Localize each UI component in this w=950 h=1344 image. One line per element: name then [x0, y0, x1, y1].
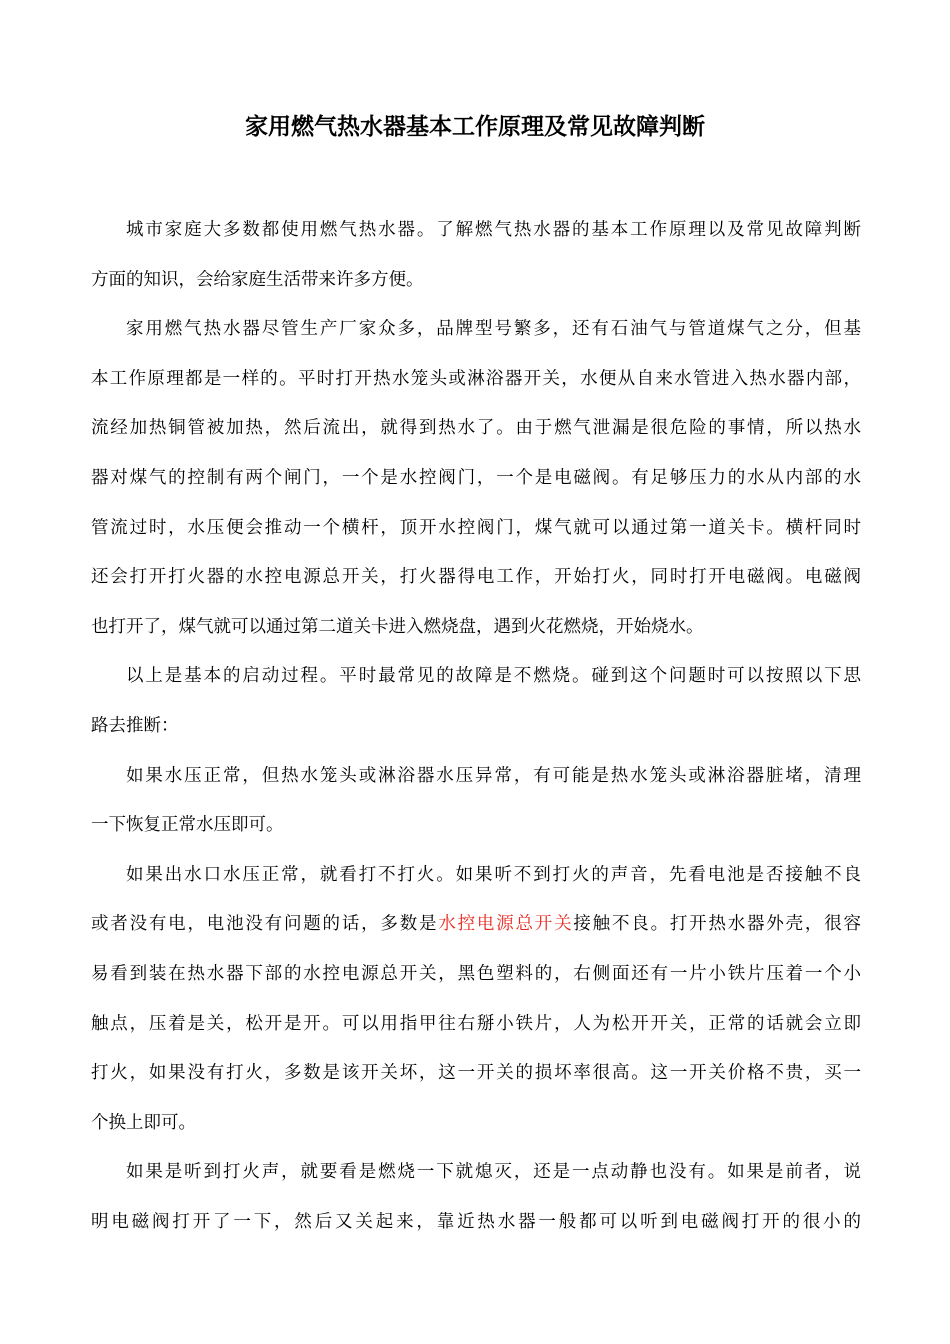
text-line: 如果水压正常，但热水笼头或淋浴器水压异常，有可能是热水笼头或淋浴器脏堵，清理: [126, 765, 861, 786]
text-line: 家用燃气热水器尽管生产厂家众多，品牌型号繁多，还有石油气与管道煤气之分，但基: [126, 319, 861, 340]
text-line: 路去推断：: [91, 715, 179, 736]
paragraph-intro: [91, 206, 861, 305]
text-line: 还会打开打火器的水控电源总开关，打火器得电工作，开始打火，同时打开电磁阀。电磁阀: [91, 567, 861, 588]
text-line: 也打开了，煤气就可以通过第二道关卡进入燃烧盘，遇到火花燃烧，开始烧水。: [91, 616, 704, 637]
text-line: 城市家庭大多数都使用燃气热水器。了解燃气热水器的基本工作原理以及常见故障判断: [126, 220, 861, 240]
text-line: 如果是听到打火声，就要看是燃烧一下就熄灭，还是一点动静也没有。如果是前者，说: [126, 1162, 861, 1183]
text-line: 一下恢复正常水压即可。: [91, 815, 284, 836]
paragraph-ignition: [91, 851, 861, 1149]
paragraph-troubleshoot-intro: [91, 652, 861, 751]
text-segment: 或者没有电，电池没有问题的话，多数是: [91, 914, 439, 935]
paragraph-solenoid: [91, 1148, 861, 1247]
text-segment: 接触不良。打开热水器外壳，很容: [573, 914, 862, 935]
text-line: 如果出水口水压正常，就看打不打火。如果听不到打火的声音，先看电池是否接触不良: [126, 864, 861, 885]
text-line: 管流过时，水压便会推动一个横杆，顶开水控阀门，煤气就可以通过第一道关卡。横杆同时: [91, 517, 861, 538]
text-line: 易看到装在热水器下部的水控电源总开关，黑色塑料的，右侧面还有一片小铁片压着一个小: [91, 963, 861, 984]
text-line-with-highlight: [91, 900, 861, 950]
paragraph-water-pressure: [91, 752, 861, 851]
text-line: 打火，如果没有打火，多数是该开关坏，这一开关的损坏率很高。这一开关价格不贵，买一: [91, 1063, 861, 1084]
text-line: 以上是基本的启动过程。平时最常见的故障是不燃烧。碰到这个问题时可以按照以下思: [126, 666, 861, 687]
text-line: 方面的知识，会给家庭生活带来许多方便。: [91, 269, 424, 290]
text-line: 个换上即可。: [91, 1112, 196, 1133]
paragraph-principle: [91, 305, 861, 652]
page-title: 家用燃气热水器基本工作原理及常见故障判断: [245, 114, 705, 140]
document-body: [91, 206, 861, 1247]
text-line: 触点，压着是关，松开是开。可以用指甲往右掰小铁片，人为松开开关，正常的话就会立即: [91, 1013, 861, 1034]
text-line: 流经加热铜管被加热，然后流出，就得到热水了。由于燃气泄漏是很危险的事情，所以热水: [91, 418, 861, 439]
text-line: 明电磁阀打开了一下，然后又关起来，靠近热水器一般都可以听到电磁阀打开的很小的: [91, 1211, 861, 1232]
text-line: 本工作原理都是一样的。平时打开热水笼头或淋浴器开关，水便从自来水管进入热水器内部，: [91, 368, 861, 389]
text-line: 器对煤气的控制有两个闸门，一个是水控阀门，一个是电磁阀。有足够压力的水从内部的水: [91, 467, 861, 488]
highlighted-term: 水控电源总开关: [438, 914, 574, 935]
